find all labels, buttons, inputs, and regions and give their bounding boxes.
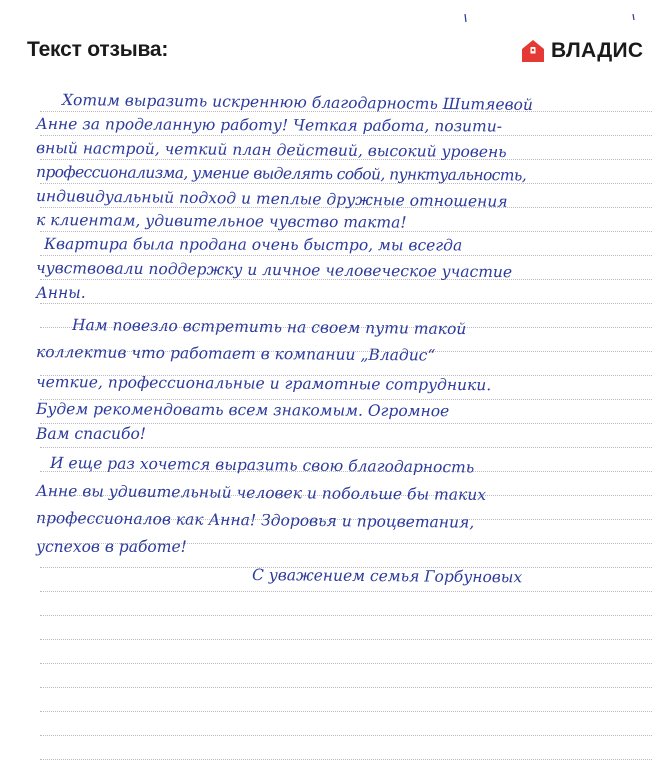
letter-line: к клиентам, удивительное чувство такта!	[35, 211, 407, 232]
ruled-line	[40, 663, 652, 664]
letter-line: чувствовали поддержку и личное человеческое участие	[35, 259, 513, 282]
ruled-line	[40, 423, 652, 424]
ruled-line	[40, 687, 652, 688]
letter-line: индивидуальный подход и теплые дружные отношения	[35, 187, 508, 211]
letter-line: профессионалов как Анна! Здоровья и процветания,	[35, 509, 475, 532]
letter-line: Хотим выразить искреннюю благодарность Шитяевой	[61, 91, 534, 114]
letter-line: Анне за проделанную работу! Четкая работа, позити-	[35, 115, 503, 136]
brand-name: ВЛАДИС	[551, 39, 644, 62]
house-icon	[521, 39, 545, 63]
letter-line: И еще раз хочется выразить свою благодарность	[49, 454, 475, 477]
ruled-line	[40, 759, 652, 760]
ruled-line	[40, 303, 652, 304]
letter-line: четкие, профессиональные и грамотные сотрудники.	[35, 373, 492, 395]
letter-line: Нам повезло встретить на своем пути такой	[71, 316, 467, 339]
letter-line: вный настрой, четкий план действий, высокий уровень	[35, 139, 507, 162]
brand-logo	[521, 36, 643, 66]
ruled-line	[40, 735, 652, 736]
ruled-line	[40, 711, 652, 712]
page-title: Текст отзыва:	[27, 38, 169, 61]
ruled-line	[40, 591, 652, 592]
letter-line: Вам спасибо!	[36, 425, 146, 443]
letter-line: профессионализма, умение выделять собой, пунктуальность,	[35, 163, 527, 185]
letter-line: С уважением семья Горбуновых	[251, 566, 523, 587]
ruled-line	[40, 639, 652, 640]
letter-line: Анны.	[36, 284, 86, 302]
ruled-line	[40, 135, 652, 136]
ruled-line	[40, 255, 652, 256]
letter-line: коллектив что работает в компании „Владис“	[35, 343, 436, 365]
ruled-line	[40, 615, 652, 616]
letter-line: Будем рекомендовать всем знакомым. Огромное	[35, 400, 450, 421]
letter-line: успехов в работе!	[36, 538, 187, 556]
letter-line: Анне вы удивительный человек и побольше бы таких	[35, 482, 487, 504]
ruled-line	[40, 447, 652, 448]
letter-line: Квартира была продана очень быстро, мы всегда	[43, 235, 463, 255]
